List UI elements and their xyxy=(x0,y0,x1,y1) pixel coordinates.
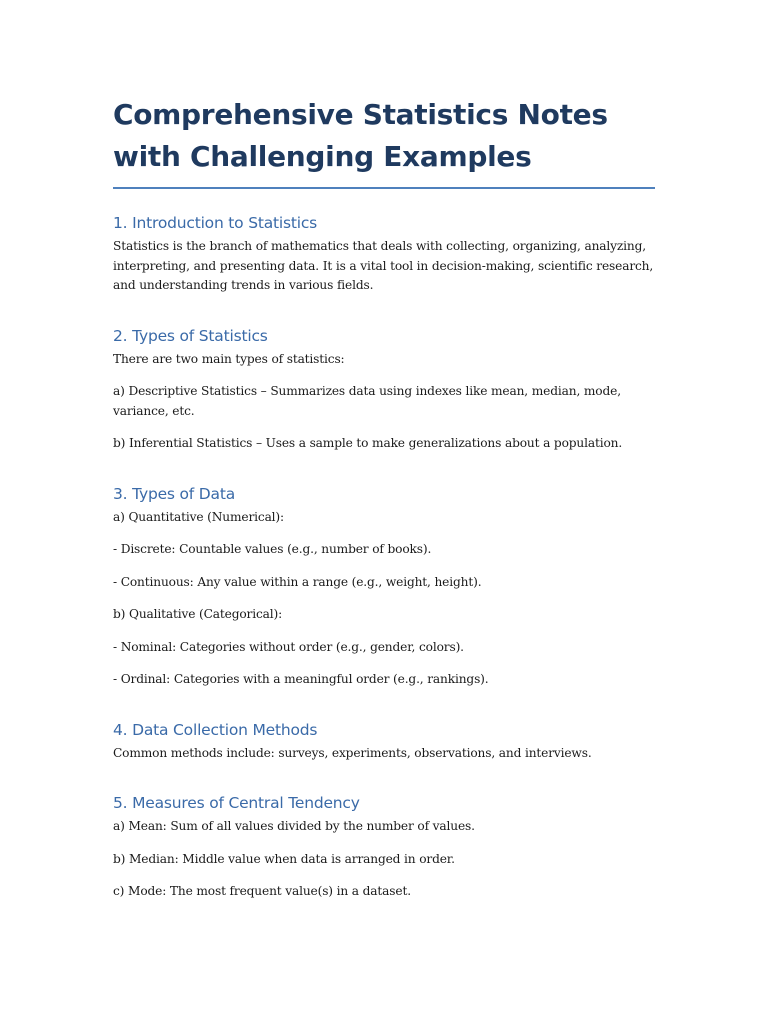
paragraph: a) Mean: Sum of all values divided by the number of values. xyxy=(113,819,475,833)
paragraph: a) Descriptive Statistics – Summarizes data using indexes like mean, median, mode, variance, etc. xyxy=(113,384,621,418)
paragraph: b) Median: Middle value when data is arranged in order. xyxy=(113,851,455,866)
section-heading: 4. Data Collection Methods xyxy=(113,720,318,739)
section-heading: 1. Introduction to Statistics xyxy=(113,214,318,232)
section-data-collection-methods xyxy=(113,720,655,764)
paragraph: Statistics is the branch of mathematics that deals with collecting, organizing, analyzing, interpreting, and presenting data. It is a vital tool in decision-making, scientific research, and understanding trends in various fields. xyxy=(113,239,654,292)
section-heading: 3. Types of Data xyxy=(113,484,235,503)
paragraph: c) Mode: The most frequent value(s) in a dataset. xyxy=(113,884,411,898)
paragraph: a) Quantitative (Numerical): xyxy=(113,509,284,524)
paragraph: b) Qualitative (Categorical): xyxy=(113,607,283,621)
section-types-of-data xyxy=(113,484,655,690)
paragraph: - Nominal: Categories without order (e.g., gender, colors). xyxy=(113,639,464,654)
document-page xyxy=(113,94,655,902)
section-heading: 5. Measures of Central Tendency xyxy=(113,794,360,812)
paragraph: - Ordinal: Categories with a meaningful order (e.g., rankings). xyxy=(113,672,489,686)
section-heading: 2. Types of Statistics xyxy=(113,326,268,345)
section-types-of-statistics xyxy=(113,326,655,454)
paragraph: Common methods include: surveys, experiments, observations, and interviews. xyxy=(113,745,592,760)
document-title: Comprehensive Statistics Notes with Challenging Examples xyxy=(113,94,655,189)
paragraph: - Discrete: Countable values (e.g., number of books). xyxy=(113,542,432,556)
paragraph: There are two main types of statistics: xyxy=(113,351,345,366)
section-central-tendency xyxy=(113,793,655,902)
paragraph: - Continuous: Any value within a range (e.g., weight, height). xyxy=(113,574,482,589)
paragraph: b) Inferential Statistics – Uses a sample to make generalizations about a population. xyxy=(113,436,623,450)
section-introduction xyxy=(113,213,655,296)
